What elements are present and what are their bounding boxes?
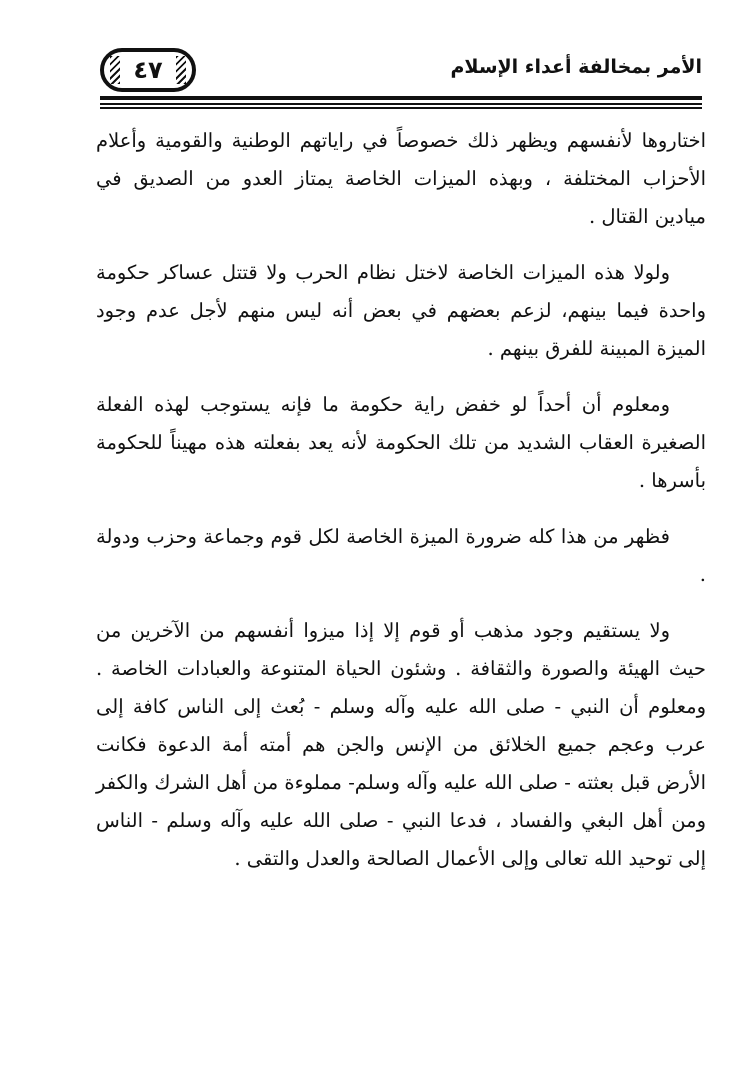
running-title: الأمر بمخالفة أعداء الإسلام [450, 56, 702, 78]
divider-thick-line [100, 96, 702, 100]
paragraph: ولا يستقيم وجود مذهب أو قوم إلا إذا ميزوا أنفسهم من الآخرين من حيث الهيئة والصورة والثقافة . وشئون الحياة المتنوعة والعبادات الخاصة . ومعلوم أن النبي - صلى الله عليه وآله وسلم - بُعث إلى الناس كافة إلى عرب وعجم جميع الخلائق من الإنس والجن هم أمته أمة الدعوة فكانت الأرض قبل بعثته - صلى الله عليه وآله وسلم- مملوءة من أهل الشرك والكفر ومن أهل البغي والفساد ، فدعا النبي - صلى الله عليه وآله وسلم - الناس إلى توحيد الله تعالى وإلى الأعمال الصالحة والعدل والتقى . [96, 619, 706, 870]
header-divider [100, 96, 702, 110]
page-header [100, 48, 702, 98]
page-number-badge [100, 48, 196, 92]
divider-thin-line [100, 107, 702, 109]
body-text [96, 122, 706, 896]
paragraph: ومعلوم أن أحداً لو خفض راية حكومة ما فإنه يستوجب لهذه الفعلة الصغيرة العقاب الشديد من تلك الحكومة لأنه يعد بفعلته هذه مهيناً للحكومة بأسرها . [96, 393, 706, 492]
divider-thin-line [100, 103, 702, 105]
paragraph: ولولا هذه الميزات الخاصة لاختل نظام الحرب ولا قتتل عساكر حكومة واحدة فيما بينهم، لزعم بعضهم في بعض أنه ليس منهم لأجل عدم وجود الميزة المبينة للفرق بينهم . [96, 261, 706, 360]
page-number: ٤٧ [133, 56, 163, 84]
paragraph: اختاروها لأنفسهم ويظهر ذلك خصوصاً في راياتهم الوطنية والقومية وأعلام الأحزاب المختلفة ، وبهذه الميزات الخاصة يمتاز العدو من الصديق في ميادين القتال . [96, 129, 706, 228]
paragraph: فظهر من هذا كله ضرورة الميزة الخاصة لكل قوم وجماعة وحزب ودولة . [96, 525, 706, 586]
